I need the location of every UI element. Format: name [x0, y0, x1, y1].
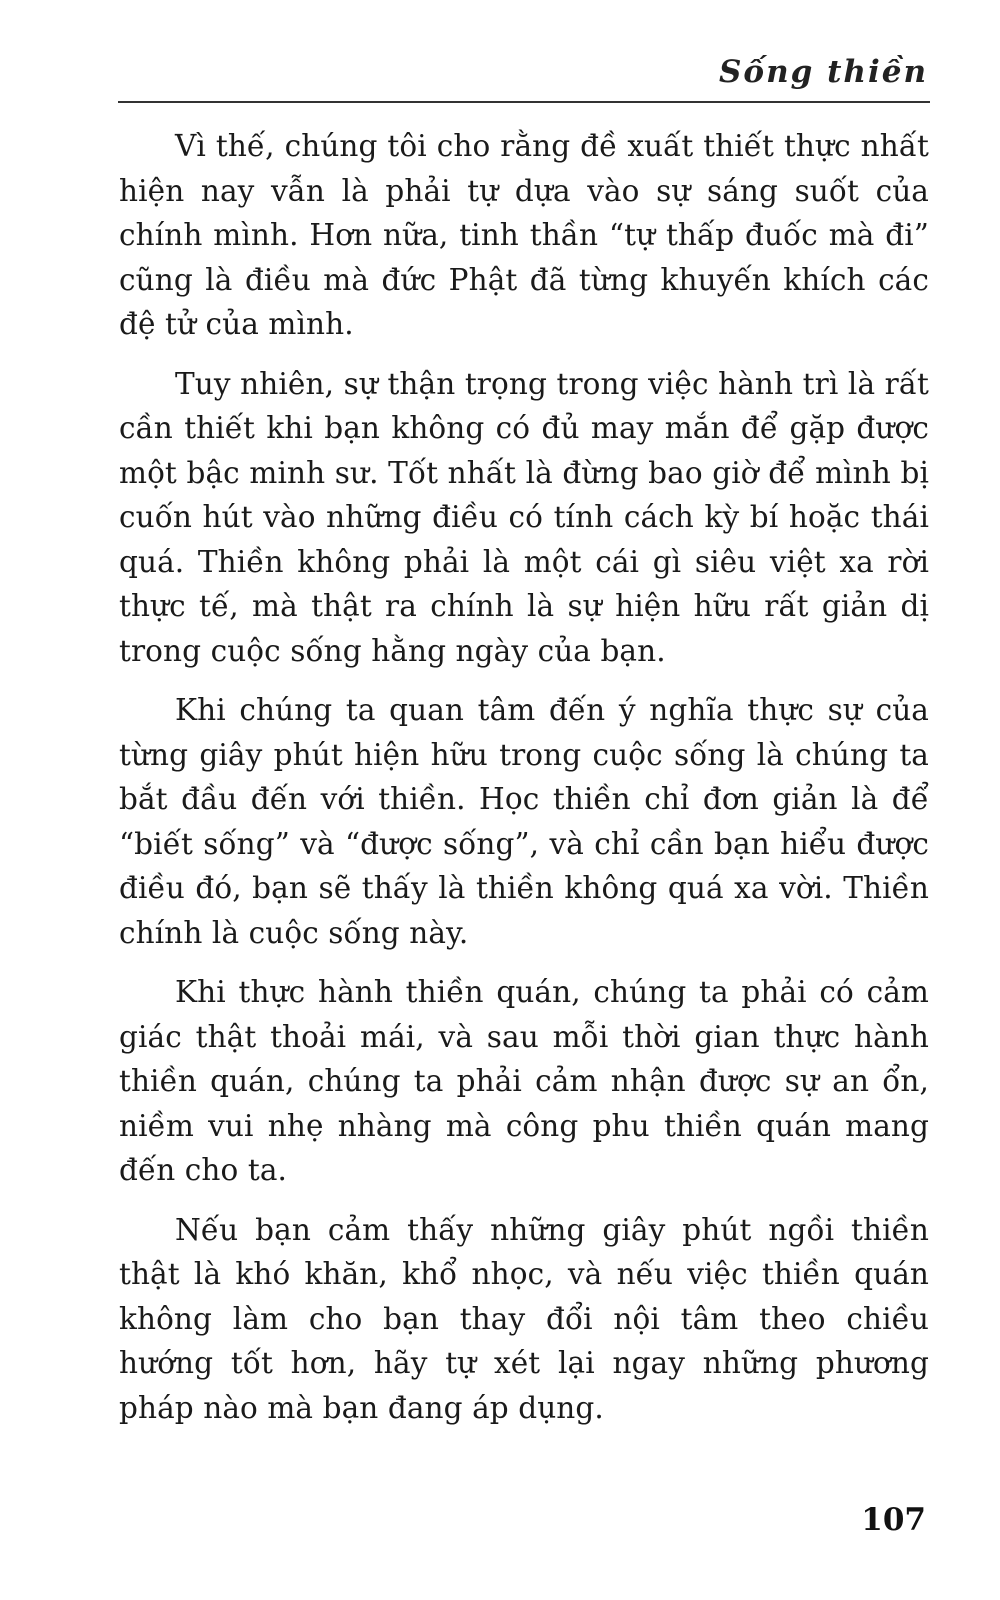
body-text [119, 124, 929, 1445]
paragraph: Vì thế, chúng tôi cho rằng đề xuất thiết thực nhất hiện nay vẫn là phải tự dựa vào sự sáng suốt của chính mình. Hơn nữa, tinh thần “tự thấp đuốc mà đi” cũng là điều mà đức Phật đã từng khuyến khích các đệ tử của mình. [119, 129, 929, 341]
running-header-title: Sống thiền [719, 54, 928, 90]
page-number: 107 [861, 1502, 926, 1538]
paragraph: Khi thực hành thiền quán, chúng ta phải có cảm giác thật thoải mái, và sau mỗi thời gian thực hành thiền quán, chúng ta phải cảm nhận được sự an ổn, niềm vui nhẹ nhàng mà công phu thiền quán mang đến cho ta. [119, 975, 929, 1187]
header-divider [118, 101, 930, 103]
paragraph: Tuy nhiên, sự thận trọng trong việc hành trì là rất cần thiết khi bạn không có đủ may mắn để gặp được một bậc minh sư. Tốt nhất là đừng bao giờ để mình bị cuốn hút vào những điều có tính cách kỳ bí hoặc thái quá. Thiền không phải là một cái gì siêu việt xa rời thực tế, mà thật ra chính là sự hiện hữu rất giản dị trong cuộc sống hằng ngày của bạn. [119, 366, 929, 668]
paragraph: Khi chúng ta quan tâm đến ý nghĩa thực sự của từng giây phút hiện hữu trong cuộc sống là chúng ta bắt đầu đến với thiền. Học thiền chỉ đơn giản là để “biết sống” và “được sống”, và chỉ cần bạn hiểu được điều đó, bạn sẽ thấy là thiền không quá xa vời. Thiền chính là cuộc sống này. [119, 693, 929, 950]
paragraph: Nếu bạn cảm thấy những giây phút ngồi thiền thật là khó khăn, khổ nhọc, và nếu việc thiền quán không làm cho bạn thay đổi nội tâm theo chiều hướng tốt hơn, hãy tự xét lại ngay những phương pháp nào mà bạn đang áp dụng. [119, 1212, 929, 1425]
